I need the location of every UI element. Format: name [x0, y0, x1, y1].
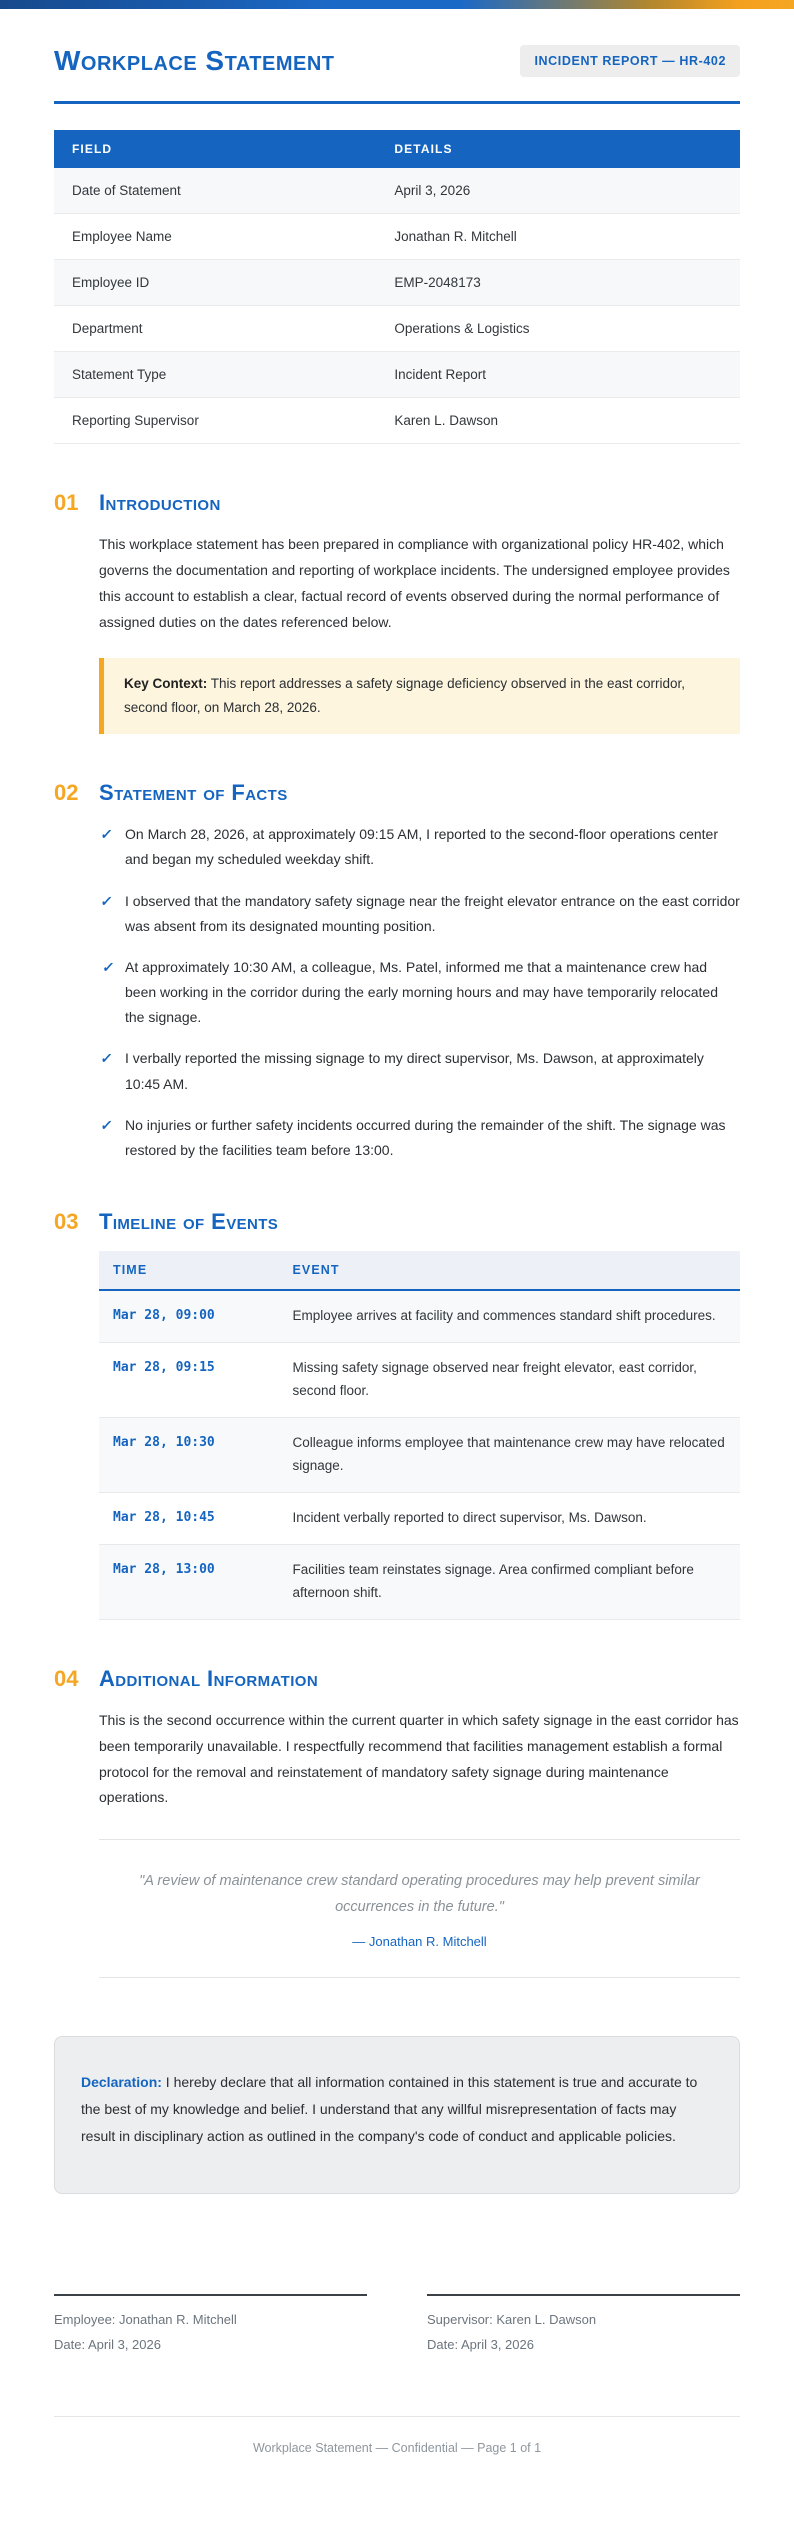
- checkmark-icon: ✓: [99, 1116, 114, 1133]
- additional-info-paragraph: This is the second occurrence within the current quarter in which safety signage in the east corridor has been temporarily unavailable. I respectfully recommend that facilities management establish a formal protocol for the removal and reinstatement of mandatory safety signage during maintenance operations.: [99, 1711, 739, 1806]
- section-timeline-of-events: [54, 1209, 740, 1620]
- timeline-col-event: EVENT: [278, 1251, 740, 1290]
- section-body: [99, 532, 740, 734]
- checkmark-icon: ✓: [99, 892, 114, 909]
- info-value: EMP-2048173: [376, 260, 740, 306]
- declaration-text: I hereby declare that all information contained in this statement is true and accurate to the best of my knowledge and belief. I understand that any willful misrepresentation of facts may result in disciplinary action as outlined in the company's code of conduct and applicable policies.: [81, 2074, 698, 2144]
- signature-row: [54, 2294, 740, 2357]
- section-number: 02: [54, 780, 79, 806]
- timeline-table: [99, 1251, 740, 1620]
- section-heading: [54, 1209, 740, 1235]
- fact-text: I verbally reported the missing signage to my direct supervisor, Ms. Dawson, at approximately 10:45 AM.: [125, 1050, 704, 1092]
- section-number: 04: [54, 1665, 79, 1691]
- info-field: Date of Statement: [54, 168, 376, 214]
- info-field: Statement Type: [54, 352, 376, 398]
- section-title: Additional Information: [99, 1665, 319, 1691]
- section-statement-of-facts: [54, 780, 740, 1163]
- info-field: Employee ID: [54, 260, 376, 306]
- table-row: [54, 168, 740, 214]
- page-title: Workplace Statement: [54, 45, 335, 76]
- accent-gradient-bar: [0, 0, 794, 9]
- section-title: Timeline of Events: [99, 1209, 279, 1235]
- table-row: [99, 1418, 740, 1493]
- document-page: [0, 9, 794, 2525]
- document-header: [54, 45, 740, 77]
- quote-divider-top: [99, 1839, 740, 1840]
- key-context-callout: [99, 658, 740, 735]
- list-item: [99, 955, 740, 1031]
- quote-text: "A review of maintenance crew standard operating procedures may help prevent similar occurrences in the future.": [139, 1873, 700, 1916]
- table-row: [99, 1492, 740, 1544]
- table-row: [99, 1544, 740, 1619]
- signature-name: Employee: Jonathan R. Mitchell: [54, 2312, 237, 2328]
- facts-list: [99, 822, 740, 1163]
- quote-attribution: — Jonathan R. Mitchell: [352, 1934, 487, 1950]
- timeline-event: Colleague informs employee that maintenance crew may have relocated signage.: [278, 1418, 740, 1493]
- quote-divider-bottom: [99, 1977, 740, 1978]
- checkmark-icon: ✓: [99, 826, 114, 843]
- supervisor-signature-block: [427, 2294, 740, 2357]
- table-row: [54, 398, 740, 444]
- table-row: [54, 352, 740, 398]
- table-row: [54, 260, 740, 306]
- info-value: Operations & Logistics: [376, 306, 740, 352]
- timeline-time: Mar 28, 09:00: [99, 1290, 278, 1342]
- timeline-header-row: [99, 1251, 740, 1290]
- declaration-box: [54, 2036, 740, 2194]
- statement-info-table: [54, 130, 740, 444]
- section-body: [99, 822, 740, 1163]
- timeline-event: Incident verbally reported to direct supervisor, Ms. Dawson.: [278, 1492, 740, 1544]
- list-item: [99, 1113, 740, 1163]
- info-value: Karen L. Dawson: [376, 398, 740, 444]
- callout-text: This report addresses a safety signage deficiency observed in the east corridor, second floor, on March 28, 2026.: [124, 675, 686, 715]
- section-number: 01: [54, 490, 79, 515]
- signature-name: Supervisor: Karen L. Dawson: [427, 2312, 597, 2328]
- timeline-time: Mar 28, 10:30: [99, 1418, 278, 1493]
- callout-label: Key Context:: [124, 675, 208, 691]
- info-field: Employee Name: [54, 214, 376, 260]
- timeline-time: Mar 28, 13:00: [99, 1544, 278, 1619]
- incident-report-badge: INCIDENT REPORT — HR-402: [520, 45, 740, 77]
- section-number: 03: [54, 1209, 79, 1235]
- timeline-time: Mar 28, 10:45: [99, 1492, 278, 1544]
- section-heading: [54, 490, 740, 516]
- section-title: Introduction: [99, 490, 221, 515]
- info-field: Reporting Supervisor: [54, 398, 376, 444]
- table-row: [54, 214, 740, 260]
- table-row: [54, 306, 740, 352]
- list-item: [99, 889, 740, 939]
- section-heading: [54, 1666, 740, 1692]
- page-footer: Workplace Statement — Confidential — Page 1 of 1: [54, 2416, 740, 2455]
- section-title: Statement of Facts: [99, 780, 288, 806]
- info-field: Department: [54, 306, 376, 352]
- introduction-paragraph: This workplace statement has been prepared in compliance with organizational policy HR-402, which governs the documentation and reporting of workplace incidents. The undersigned employee provides this account to establish a clear, factual record of events observed during the normal performance of assigned duties on the dates referenced below.: [99, 536, 730, 630]
- info-table-header-row: [54, 130, 740, 168]
- section-additional-information: [54, 1666, 740, 1979]
- info-col-details: DETAILS: [376, 130, 740, 168]
- section-heading: [54, 780, 740, 806]
- list-item: [99, 1046, 740, 1096]
- table-row: [99, 1290, 740, 1342]
- signature-date: Date: April 3, 2026: [427, 2336, 534, 2352]
- section-body: [99, 1251, 740, 1620]
- employee-signature-block: [54, 2294, 367, 2357]
- fact-text: No injuries or further safety incidents occurred during the remainder of the shift. The signage was restored by the facilities team before 13:00.: [125, 1116, 726, 1159]
- list-item: [99, 822, 740, 872]
- checkmark-icon: ✓: [99, 1050, 114, 1067]
- timeline-event: Employee arrives at facility and commences standard shift procedures.: [278, 1290, 740, 1342]
- fact-text: At approximately 10:30 AM, a colleague, Ms. Patel, informed me that a maintenance crew had been working in the corridor during the early morning hours and may have temporarily relocated the signage.: [125, 958, 718, 1026]
- timeline-event: Facilities team reinstates signage. Area confirmed compliant before afternoon shift.: [278, 1544, 740, 1619]
- info-col-field: FIELD: [54, 130, 376, 168]
- checkmark-icon: ✓: [101, 958, 116, 975]
- section-introduction: [54, 490, 740, 734]
- timeline-time: Mar 28, 09:15: [99, 1343, 278, 1418]
- header-rule: [54, 101, 740, 104]
- declaration-label: Declaration:: [81, 2074, 162, 2091]
- info-value: Incident Report: [376, 352, 740, 398]
- info-value: April 3, 2026: [376, 168, 740, 214]
- fact-text: I observed that the mandatory safety signage near the freight elevator entrance on the east corridor was absent from its designated mounting position.: [125, 892, 740, 934]
- table-row: [99, 1343, 740, 1418]
- timeline-col-time: TIME: [99, 1251, 278, 1290]
- signature-date: Date: April 3, 2026: [54, 2336, 161, 2352]
- timeline-event: Missing safety signage observed near freight elevator, east corridor, second floor.: [278, 1343, 740, 1418]
- fact-text: On March 28, 2026, at approximately 09:15 AM, I reported to the second-floor operations center and began my scheduled weekday shift.: [125, 826, 719, 868]
- section-body: [99, 1708, 740, 1979]
- info-value: Jonathan R. Mitchell: [376, 214, 740, 260]
